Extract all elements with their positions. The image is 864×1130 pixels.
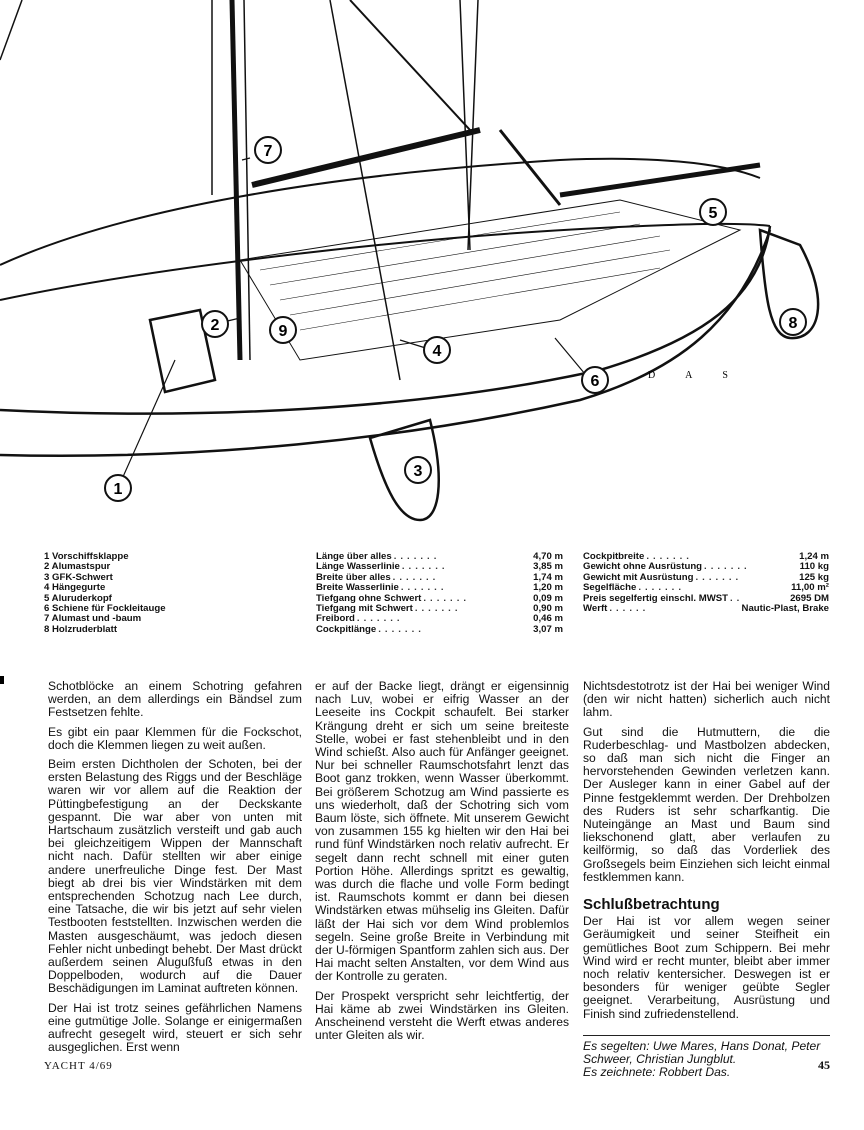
- article-column-3: [583, 680, 830, 1079]
- specs-table-left: [316, 552, 563, 635]
- callout-8: [780, 309, 806, 335]
- spec-row: Tiefgang ohne Schwert ....... 0,09 m: [316, 592, 563, 604]
- callout-9: [270, 317, 296, 343]
- spec-row: Preis segelfertig einschl. MWST .. 2695 DM: [583, 592, 829, 604]
- article-column-1: [48, 680, 302, 1060]
- artist-signature: D A S: [648, 370, 742, 381]
- paragraph: Es gibt ein paar Klemmen für die Fockschot, doch die Klemmen liegen zu weit außen.: [48, 724, 302, 752]
- callout-2: [202, 311, 228, 337]
- spec-row: Cockpitbreite ....... 1,24 m: [583, 551, 829, 562]
- spec-row: Gewicht mit Ausrüstung ....... 125 kg: [583, 571, 829, 583]
- parts-legend: [44, 552, 274, 635]
- boat-illustration: [0, 0, 864, 540]
- paragraph: Der Hai ist trotz seines gefährlichen Namens eine gutmütige Jolle. Solange er einigermaßen aufrecht gesegelt wird, steuert er sich sehr ausgeglichen. Erst wenn: [48, 1000, 302, 1055]
- svg-text:1: 1: [113, 481, 123, 498]
- credits-sailors: Es segelten: Uwe Mares, Hans Donat, Peter Schweer, Christian Jungblut.: [583, 1038, 821, 1067]
- svg-text:2: 2: [210, 317, 220, 334]
- spec-row: Cockpitlänge ....... 3,07 m: [316, 623, 563, 635]
- spec-row: Tiefgang mit Schwert ....... 0,90 m: [316, 603, 563, 615]
- specs-table-right: [583, 552, 829, 614]
- spec-row: Länge Wasserlinie ....... 3,85 m: [316, 561, 563, 573]
- margin-mark: [0, 676, 4, 684]
- legend-item: 3 GFK-Schwert: [44, 571, 113, 583]
- callout-7: [255, 137, 281, 163]
- callout-4: [424, 337, 450, 363]
- spec-row: Freibord ....... 0,46 m: [316, 613, 563, 625]
- legend-item: 8 Holzruderblatt: [44, 623, 118, 635]
- spec-row: Werft ...... Nautic-Plast, Brake: [583, 603, 829, 615]
- paragraph: Der Prospekt verspricht sehr leichtfertig, der Hai käme ab zwei Windstärken ins Gleiten. Anscheinend versteht die Werft etwas anderes unter Gleiten als wir.: [315, 988, 569, 1043]
- paragraph: Schotblöcke an einem Schotring gefahren werden, an dem allerdings ein Bändsel zum Festsetzen fehlte.: [48, 679, 302, 720]
- paragraph: Der Hai ist vor allem wegen seiner Geräumigkeit und seiner Steifheit ein gemütliches Boot zum Schippern. Bei mehr Wind wird er recht munter, bleibt aber immer noch relativ kentersicher. Deswegen ist er besonders für weniger geübte Segler geeignet. Verarbeitung, Ausrüstung und Finish sind zufriedenstellend.: [583, 914, 830, 1021]
- page-number: 45: [818, 1058, 830, 1072]
- legend-item: 1 Vorschiffsklappe: [44, 551, 129, 562]
- callout-3: [405, 457, 431, 483]
- paragraph: Beim ersten Dichtholen der Schoten, bei der ersten Belastung des Riggs und der Beschläge waren wir vor allem auf die Reaktion der Püttingbefestigung an der Deckskante gespannt. Die war aber von unten mit Hartschaum zusätzlich versteift und gab auch bei gleichzeitigem Wippen der Mannschaft nicht nach. Dafür stellten wir aber einige andere unerfreuliche Dinge fest. Der Mast biegt ab drei bis vier Windstärken mit dem entsprechenden Schotzug nach Lee durch, eine Tatsache, die wir bis jetzt auf sehr vielen Testbooten feststellten. Inzwischen werden die Masten ausgeschäumt, was jedoch diesen Fehler nicht unbedingt behebt. Der Mast drückt außerdem seinen Alugußfuß etwas in den Doppelboden, wodurch auf die Dauer Beschädigungen im Laminat auftreten können.: [48, 757, 302, 996]
- svg-text:5: 5: [708, 205, 718, 222]
- svg-text:8: 8: [788, 315, 798, 332]
- credits-artist: Es zeichnete: Robbert Das.: [583, 1065, 731, 1080]
- magazine-issue: YACHT 4/69: [44, 1060, 113, 1072]
- svg-text:7: 7: [263, 143, 273, 160]
- svg-text:3: 3: [413, 463, 423, 480]
- svg-text:9: 9: [278, 323, 288, 340]
- callout-5: [700, 199, 726, 225]
- spec-row: Länge über alles ....... 4,70 m: [316, 551, 563, 562]
- legend-item: 2 Alumastspur: [44, 561, 111, 573]
- spec-row: Gewicht ohne Ausrüstung ....... 110 kg: [583, 561, 829, 573]
- legend-item: 5 Aluruderkopf: [44, 592, 112, 604]
- svg-text:6: 6: [590, 373, 600, 390]
- legend-item: 7 Alumast und -baum: [44, 613, 142, 625]
- spec-row: Breite über alles ....... 1,74 m: [316, 571, 563, 583]
- svg-text:4: 4: [432, 343, 442, 360]
- legend-item: 4 Hängegurte: [44, 582, 106, 594]
- section-heading: Schlußbetrachtung: [583, 896, 720, 914]
- spec-row: Breite Wasserlinie ....... 1,20 m: [316, 582, 563, 594]
- callout-6: [582, 367, 608, 393]
- credits: [583, 1035, 830, 1080]
- paragraph: er auf der Backe liegt, drängt er eigensinnig nach Luv, wobei er eifrig Wasser an der Leeseite ins Cockpit schaufelt. Bei starker Krängung dreht er sich um seine breiteste Stelle, wobei er fast stehenbleibt und in den Wind schießt. Also auch für Anfänger geeignet. Nur bei schneller Raumschotsfahrt lenzt das Boot ganz trokken, wenn Wasser überkommt. Bei größerem Schotzug am Wind passierte es uns wiederholt, daß der Schotring sich vom Baum löste, sich öffnete. Mit unserem Gewicht von zusammen 155 kg hielten wir den Hai bei rund fünf Windstärken noch relativ aufrecht. Er segelt dann recht schnell mit einer guten Portion Höhe. Allerdings spritzt es gewaltig, was durch die flache und volle Form bedingt ist. Raumschots kommt er dann bei diesen Windstärken etwas mühselig ins Gleiten. Dafür läßt der Hai sich vor dem Wind problemlos segeln. Seine große Breite in Verbindung mit der U-förmigen Spantform zahlen sich aus. Der Hai macht selten Anstalten, vor dem Wind aus der Kontrolle zu geraten.: [315, 679, 569, 984]
- paragraph: Nichtsdestotrotz ist der Hai bei weniger Wind (den wir nicht hatten) sicherlich auch nicht lahm.: [583, 679, 830, 720]
- callout-1: [105, 475, 131, 501]
- spec-row: Segelfläche ....... 11,00 m²: [583, 582, 829, 594]
- article-column-2: [315, 680, 569, 1048]
- legend-item: 6 Schiene für Fockleitauge: [44, 603, 166, 615]
- paragraph: Gut sind die Hutmuttern, die die Ruderbeschlag- und Mastbolzen abdecken, so daß man sich nicht die Finger an hervorstehenden Gewinden verletzen kann. Der Ausleger kann in einer Gabel auf der Pinne festgeklemmt werden. Der Drehbolzen des Ruders ist sehr scharfkantig. Die Nuteingänge an Mast und Baum sind liekschonend glatt, aber verlaufen zu keilförmig, so daß das Vorderliek des Großsegels beim Einziehen sich leicht einmal festklemmen kann.: [583, 724, 830, 884]
